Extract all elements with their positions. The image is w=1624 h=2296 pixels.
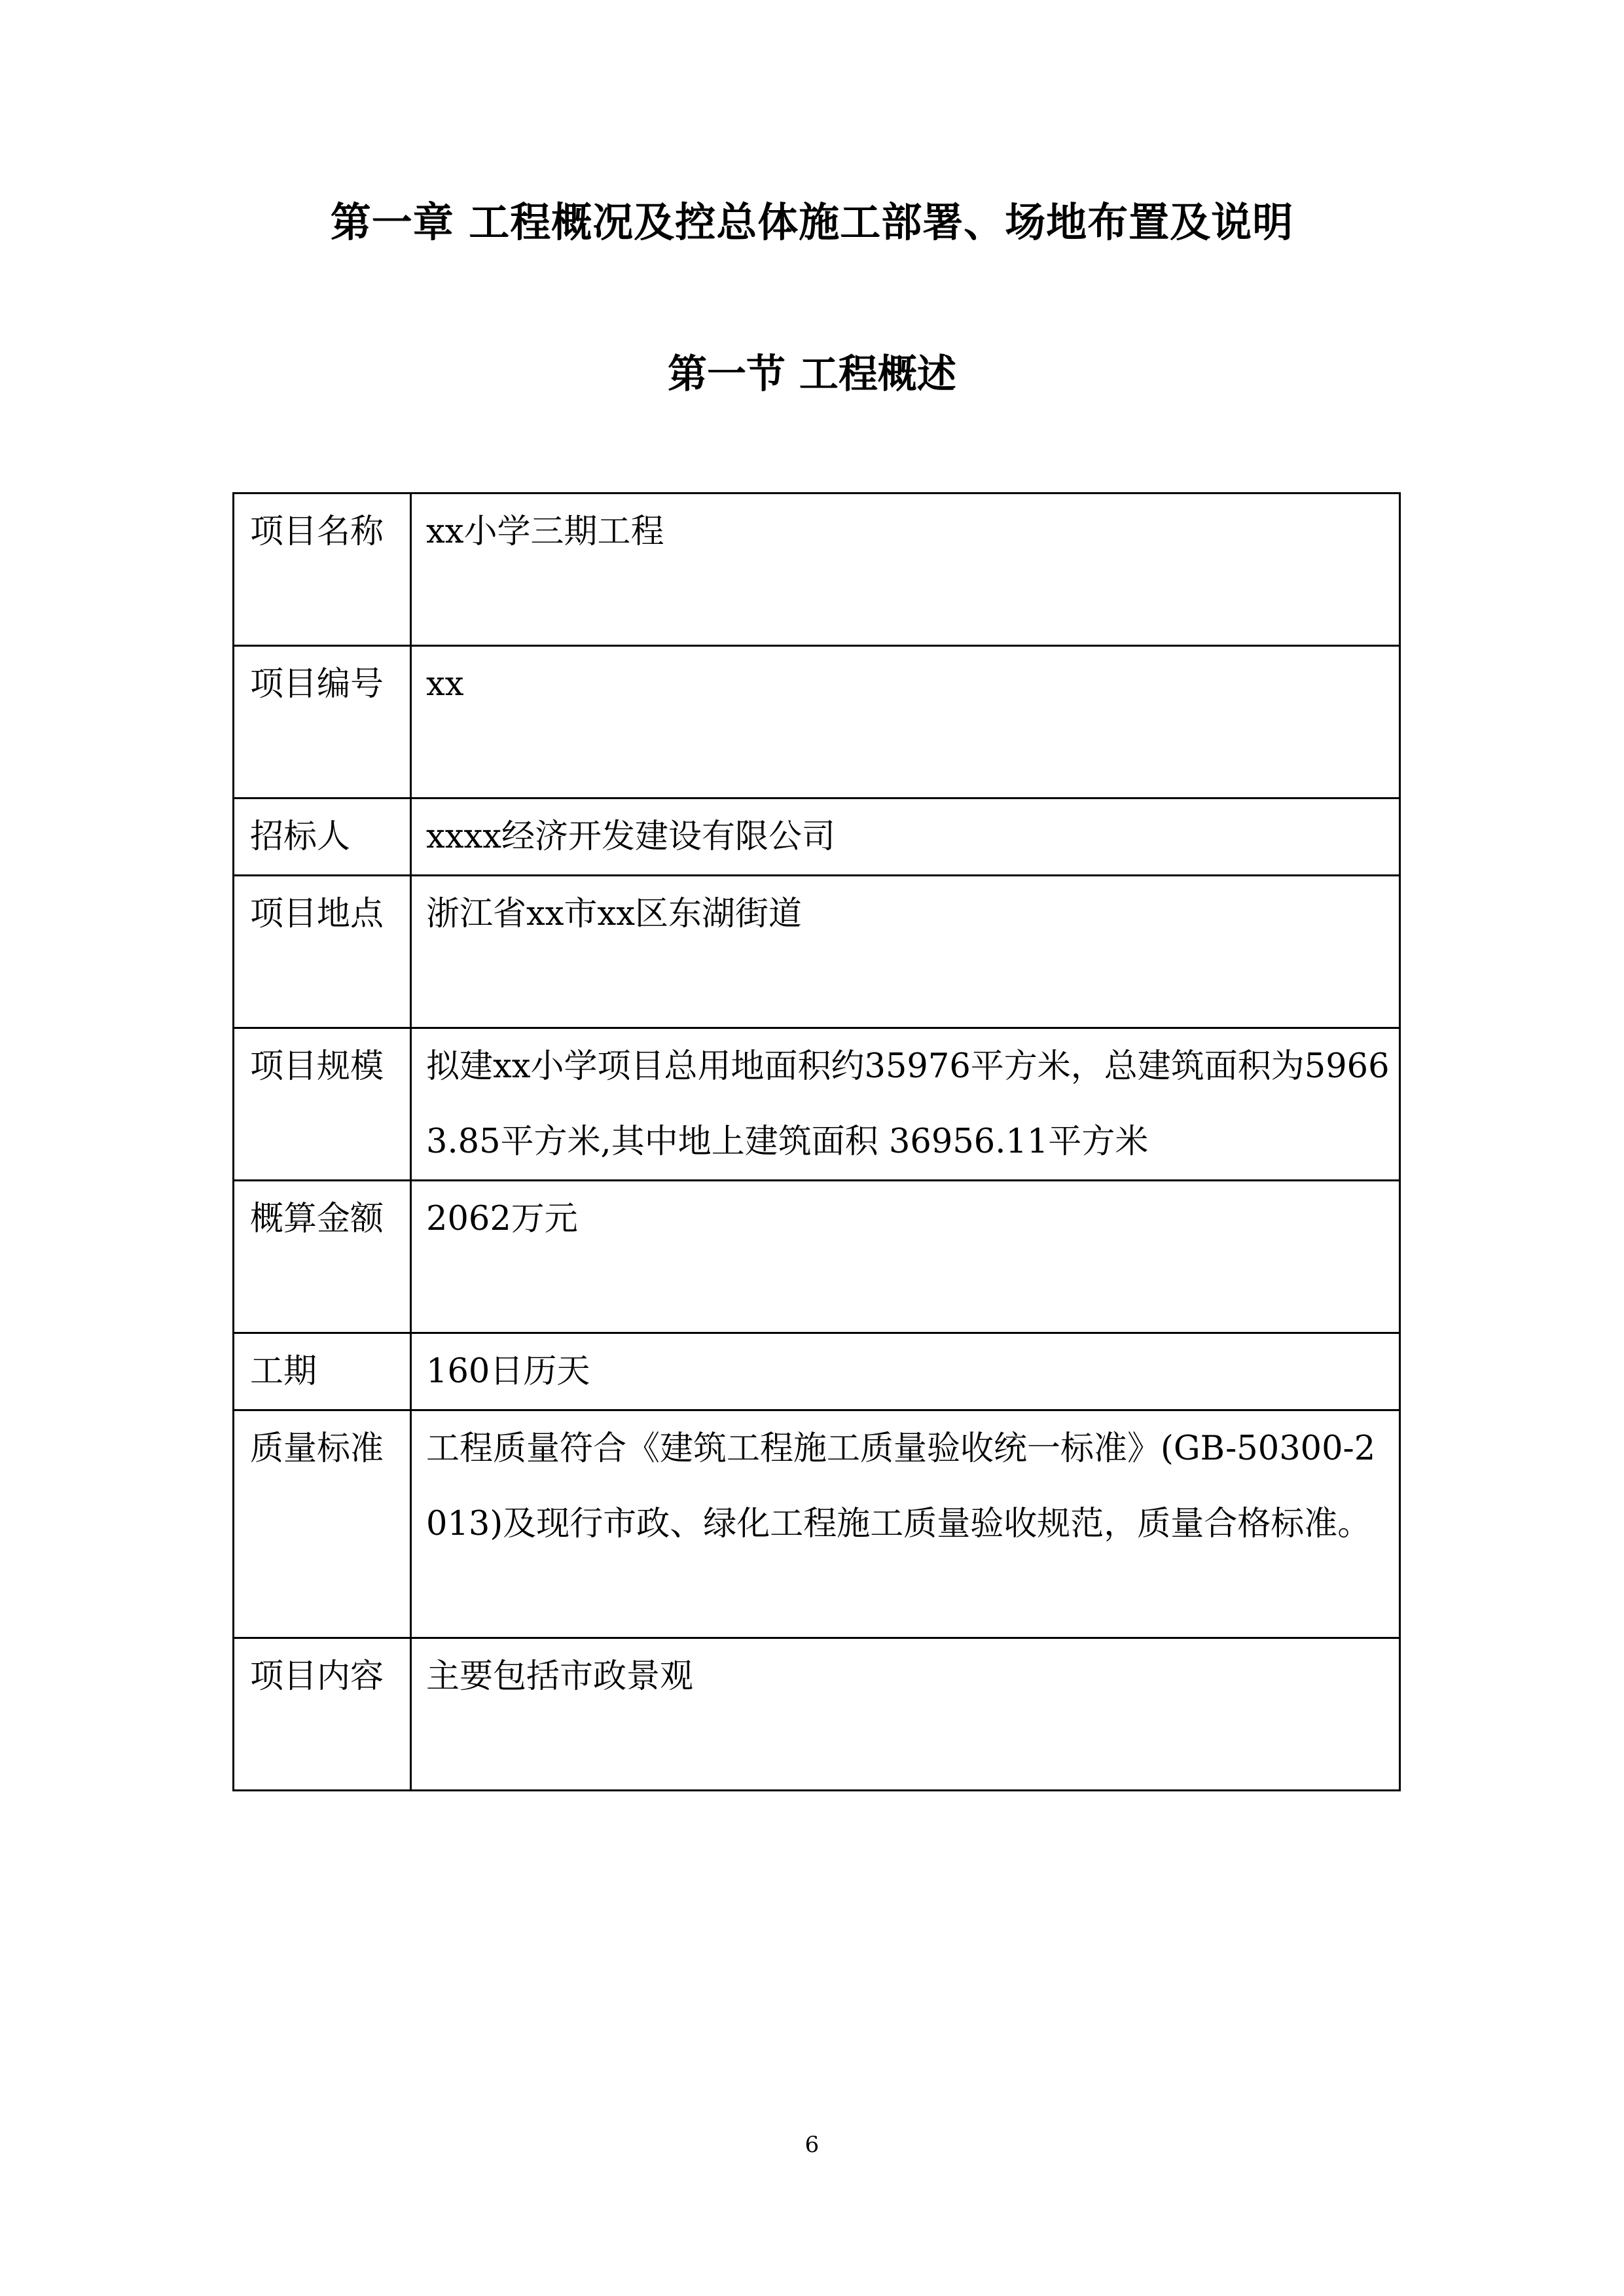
row-value: 160日历天 — [411, 1333, 1400, 1410]
row-value: 工程质量符合《建筑工程施工质量验收统一标准》(GB-50300-2013)及现行市政、绿化工程施工质量验收规范，质量合格标准。 — [411, 1410, 1400, 1638]
page-number: 6 — [804, 2132, 820, 2158]
table-row — [234, 1333, 1400, 1410]
table-row — [234, 1638, 1400, 1791]
row-label: 项目地点 — [234, 876, 411, 1028]
section-title: 第一节 工程概述 — [668, 351, 956, 397]
row-label: 工期 — [234, 1333, 411, 1410]
row-label: 项目内容 — [234, 1638, 411, 1791]
row-label: 项目名称 — [234, 493, 411, 646]
table-row — [234, 1028, 1400, 1181]
row-value: xxxx经济开发建设有限公司 — [411, 798, 1400, 876]
row-label: 项目规模 — [234, 1028, 411, 1181]
table-row — [234, 646, 1400, 798]
row-value: 浙江省xx市xx区东湖街道 — [411, 876, 1400, 1028]
table-row — [234, 1410, 1400, 1638]
row-value: 主要包括市政景观 — [411, 1638, 1400, 1791]
row-value: 拟建xx小学项目总用地面积约35976平方米，总建筑面积为59663.85平方米,其中地上建筑面积 36956.11平方米 — [411, 1028, 1400, 1181]
row-label: 招标人 — [234, 798, 411, 876]
table-row — [234, 1181, 1400, 1333]
table-row — [234, 493, 1400, 646]
row-value: xx小学三期工程 — [411, 493, 1400, 646]
table-row — [234, 798, 1400, 876]
row-value: xx — [411, 646, 1400, 798]
table-row — [234, 876, 1400, 1028]
row-label: 项目编号 — [234, 646, 411, 798]
row-value: 2062万元 — [411, 1181, 1400, 1333]
chapter-title: 第一章 工程概况及控总体施工部署、场地布置及说明 — [330, 198, 1294, 246]
row-label: 质量标准 — [234, 1410, 411, 1638]
project-overview-table — [232, 492, 1401, 1791]
row-label: 概算金额 — [234, 1181, 411, 1333]
